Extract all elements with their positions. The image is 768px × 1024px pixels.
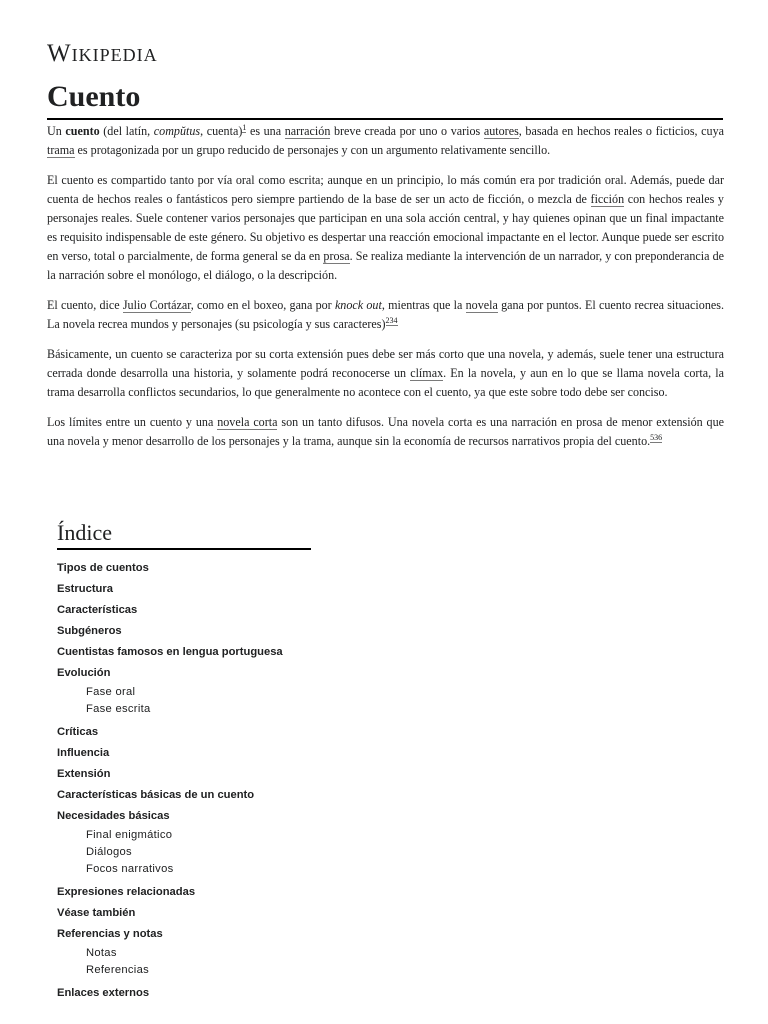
toc-item[interactable] [57,924,311,945]
toc-subitem[interactable]: Fase oral [86,686,136,698]
toc-item[interactable] [57,806,311,827]
link-autores[interactable]: autores [483,124,519,138]
toc-link[interactable]: Expresiones relacionadas [57,886,196,898]
toc-item[interactable] [57,621,311,642]
toc-link[interactable]: Características [57,604,138,616]
text: El cuento es compartido tanto por vía oral como escrita; aunque en un principio, lo más común era por tradición oral. Además, puede dar cuenta de hechos reales o fantásticos pero siempre partiendo de la base de ser un acto de ficción, o mezcla de [47,173,724,206]
text: , basada en hechos reales o ficticios, cuya [518,124,724,138]
text: breve creada por uno o varios [330,124,484,138]
ref-link[interactable]: 4 [393,315,398,325]
toc-subitem[interactable]: Diálogos [86,846,132,858]
toc-link[interactable]: Características básicas de un cuento [57,789,255,801]
toc-item[interactable] [57,579,311,600]
toc-link[interactable]: Véase también [57,907,136,919]
paragraph-intro [47,122,724,160]
toc-link[interactable]: Extensión [57,768,111,780]
text: es una [246,124,285,138]
toc-link[interactable]: Necesidades básicas [57,810,170,822]
italic-term: compŭtus [153,124,201,138]
toc-sublist [86,945,311,979]
toc-subitem[interactable]: Focos narrativos [86,863,174,875]
text: es protagonizada por un grupo reducido de personajes y con un argumento relativamente sencillo. [74,143,551,157]
ref-link[interactable]: 2 [385,315,390,325]
toc-subitem[interactable]: Referencias [86,964,149,976]
toc-subitem[interactable]: Final enigmático [86,829,173,841]
text: , mientras que la [381,298,466,312]
toc-item[interactable] [57,600,311,621]
toc-link[interactable]: Influencia [57,747,110,759]
toc-link[interactable]: Referencias y notas [57,928,163,940]
toc-link[interactable]: Críticas [57,726,99,738]
toc-item[interactable] [57,764,311,785]
toc-list [57,558,311,1004]
article-body [47,122,724,462]
text: con hechos reales y personajes reales. Suele contener varios personajes que participan en una sola acción central, y hay quienes opinan que un final impactante es requisito indispensable de este género. Su objetivo es despertar una reacción emocional impactante en el lector. Aunque puede ser escrito en verso, total o parcialmente, de forma general se da en [47,192,724,263]
link-ficcion[interactable]: ficción [590,192,625,206]
text: (del latín, [99,124,154,138]
wikipedia-logo[interactable]: Wikipedia [47,40,158,67]
paragraph-4 [47,345,724,402]
toc-item[interactable] [57,785,311,806]
bold-term: cuento [65,124,100,138]
text: Básicamente, un cuento se caracteriza por su corta extensión pues debe ser más corto que una novela, y además, suele tener una estructura cerrada donde desarrolla una historia, y solamente podrá reconocerse un [47,347,724,380]
italic-term: knock out [334,298,382,312]
toc-item[interactable] [57,903,311,924]
toc-link[interactable]: Subgéneros [57,625,122,637]
paragraph-3 [47,296,724,334]
text: Los límites entre un cuento y una [47,415,218,429]
toc-subitem[interactable]: Notas [86,947,117,959]
text: , cuenta) [200,124,243,138]
link-trama[interactable]: trama [47,143,75,157]
page-title: Cuento [47,78,723,120]
toc-link[interactable]: Tipos de cuentos [57,562,149,574]
toc-link[interactable]: Enlaces externos [57,987,150,999]
link-narracion[interactable]: narración [284,124,331,138]
toc-link[interactable]: Cuentistas famosos en lengua portuguesa [57,646,283,658]
text: El cuento, dice [47,298,123,312]
text: gana por puntos. El cuento recrea situaciones. La novela recrea mundos y personajes (su psicología y sus caracteres) [47,298,724,331]
text: son un tanto difusos. Una novela corta es una narración en prosa de menor extensión que una novela y menor desarrollo de los personajes y la trama, aunque sin la economía de recursos narrativos propia del cuento. [47,415,724,448]
toc-item[interactable] [57,663,311,684]
ref-link[interactable]: 3 [389,315,394,325]
text: Un [47,124,66,138]
ref-link[interactable]: 5 [650,432,655,442]
link-julio-cortazar[interactable]: Julio Cortázar [122,298,191,312]
text: , como en el boxeo, gana por [190,298,335,312]
ref-link[interactable]: 6 [658,432,663,442]
ref-6[interactable] [658,433,662,443]
toc-sublist [86,827,311,878]
link-climax[interactable]: clímax [410,366,444,380]
link-novela[interactable]: novela [465,298,498,312]
toc-title: Índice [57,520,311,550]
paragraph-5 [47,413,724,451]
toc-item[interactable] [57,722,311,743]
text: . En la novela, y aun en lo que se llama novela corta, la trama desarrolla conflictos secundarios, lo que generalmente no acontece con el cuento, ya que este sobre todo debe ser conciso. [47,366,724,399]
toc-item[interactable] [57,558,311,579]
toc-link[interactable]: Evolución [57,667,111,679]
paragraph-2 [47,171,724,285]
ref-link[interactable]: 1 [242,122,247,132]
toc-link[interactable]: Estructura [57,583,113,595]
toc-item[interactable] [57,743,311,764]
link-novela-corta[interactable]: novela corta [217,415,278,429]
ref-link[interactable]: 3 [654,432,659,442]
link-prosa[interactable]: prosa [323,249,350,263]
toc-item[interactable] [57,642,311,663]
toc-subitem[interactable]: Fase escrita [86,703,151,715]
ref-4[interactable] [394,316,398,326]
toc-item[interactable] [57,882,311,903]
text: . Se realiza mediante la intervención de un narrador, y con preponderancia de la narración sobre el monólogo, el diálogo, o la descripción. [47,249,725,282]
table-of-contents [57,520,311,1004]
toc-item[interactable] [57,983,311,1004]
toc-sublist [86,684,311,718]
